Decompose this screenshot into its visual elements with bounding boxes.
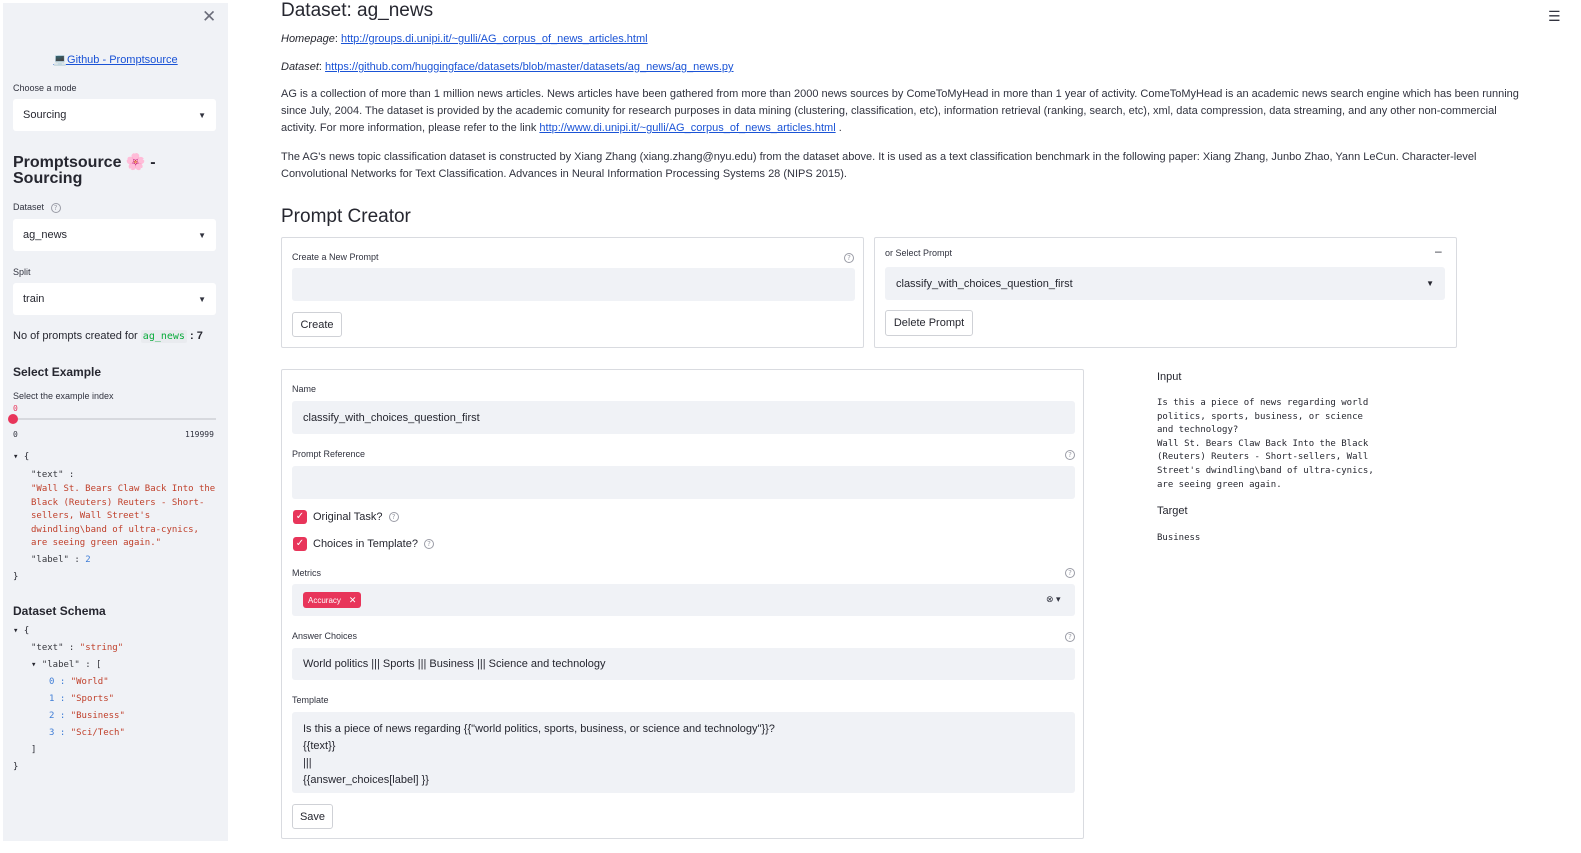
choices-in-template-checkbox[interactable]: ✓ [293, 537, 307, 551]
schema-text-row [31, 642, 123, 656]
schema-text-key: "text" : [31, 643, 75, 653]
choices-in-template-label: Choices in Template? [313, 538, 418, 550]
example-label-key: "label" : [31, 555, 80, 565]
prompt-creator-title: Prompt Creator [281, 206, 411, 227]
json-close-brace: } [13, 572, 19, 582]
schema-json: ▾ { [13, 626, 30, 636]
name-input[interactable]: classify_with_choices_question_first [292, 401, 1075, 434]
example-text-value: "Wall St. Bears Claw Back Into the Black (Reuters) Reuters - Short- sellers, Wall Street's dwindling\band of ultra-cynics, are seeing green again." [31, 484, 216, 548]
schema-class-row [49, 710, 125, 724]
name-label: Name [292, 384, 317, 394]
schema-class-name: "Sports" [70, 694, 115, 704]
description-link[interactable]: http://www.di.unipi.it/~gulli/AG_corpus_of_news_articles.html [539, 122, 836, 134]
help-icon[interactable]: ? [51, 203, 61, 213]
new-prompt-label: Create a New Prompt [292, 252, 379, 262]
dataset-select[interactable] [13, 219, 216, 251]
example-text-key: "text" : [31, 470, 75, 480]
chevron-down-icon: ▼ [198, 294, 206, 304]
schema-class-index: 0 : [49, 677, 66, 687]
sidebar [3, 3, 228, 841]
schema-title: Dataset Schema [13, 604, 106, 618]
template-label: Template [292, 695, 329, 705]
schema-class-row [49, 693, 114, 707]
help-icon[interactable]: ? [844, 253, 854, 263]
split-label: Split [13, 267, 31, 277]
schema-class-row [49, 676, 109, 690]
page-title: Dataset: ag_news [281, 0, 434, 21]
dataset-select-value: ag_news [23, 229, 68, 241]
metrics-label: Metrics [292, 568, 321, 578]
homepage-line: Homepage: http://groups.di.unipi.it/~gulli/AG_corpus_of_news_articles.html [281, 33, 648, 45]
help-icon[interactable]: ? [389, 512, 399, 522]
example-slider-track[interactable] [13, 418, 216, 420]
original-task-row [313, 511, 399, 523]
example-slider-thumb[interactable] [8, 414, 18, 424]
slider-min: 0 [13, 430, 18, 439]
dataset-source-label: Dataset [281, 61, 319, 73]
slider-label: Select the example index [13, 391, 114, 401]
dataset-label: Dataset [13, 202, 45, 212]
select-prompt-dropdown[interactable] [885, 267, 1445, 300]
description-end: . [835, 122, 842, 134]
collapse-icon[interactable]: ▾ [13, 626, 19, 636]
remove-tag-icon[interactable]: ✕ [348, 594, 357, 605]
schema-class-row [49, 727, 125, 741]
metric-tag-label: Accuracy [308, 595, 341, 605]
dataset-description [281, 86, 1531, 137]
select-prompt-label: or Select Prompt [885, 248, 953, 258]
schema-class-name: "Sci/Tech" [70, 728, 125, 738]
menu-icon[interactable]: ☰ [1548, 8, 1561, 24]
target-title: Target [1157, 505, 1188, 517]
help-icon[interactable]: ? [1065, 632, 1075, 642]
choices-in-template-row [313, 538, 434, 550]
prompt-count-value: : 7 [190, 330, 203, 342]
schema-label-row [31, 659, 101, 673]
homepage-label: Homepage [281, 33, 335, 45]
metric-tag [303, 592, 361, 608]
mode-label: Choose a mode [13, 83, 77, 93]
minimize-icon[interactable]: – [1435, 244, 1442, 258]
dataset-source-link[interactable]: https://github.com/huggingface/datasets/blob/master/datasets/ag_news/ag_news.py [325, 61, 734, 73]
prompt-count [13, 330, 203, 342]
slider-current-value: 0 [13, 404, 18, 413]
dataset-citation: The AG's news topic classification dataset is constructed by Xiang Zhang (xiang.zhang@nyu.edu) from the dataset above. It is used as a text classification benchmark in the following paper: Xiang Zhang, Junbo Zhao, Yann LeCun. Character-level Convolutional Networks for Text Classification. Advances in Neural Information Processing Systems 28 (NIPS 2015). [281, 151, 1477, 180]
homepage-link[interactable]: http://groups.di.unipi.it/~gulli/AG_corpus_of_news_articles.html [340, 33, 648, 45]
save-button[interactable]: Save [292, 804, 333, 829]
example-label-value: 2 [85, 555, 91, 565]
template-textarea[interactable]: Is this a piece of news regarding {{"world politics, sports, business, or science and technology"}}? {{text}} ||| {{answer_choices[label] }} [292, 712, 1075, 793]
chevron-down-icon: ▼ [198, 230, 206, 240]
target-preview: Business [1157, 533, 1201, 543]
mode-select-value: Sourcing [23, 109, 67, 121]
help-icon[interactable]: ? [1065, 450, 1075, 460]
slider-max: 119999 [185, 430, 214, 439]
help-icon[interactable]: ? [424, 539, 434, 549]
collapse-icon[interactable]: ▾ [31, 660, 37, 670]
input-preview: Is this a piece of news regarding world politics, sports, business, or science and technology? Wall St. Bears Claw Back Into the Black (Reuters) Reuters - Short-sellers, Wall Street's dwindling\band of ultra-cynics, are seeing green again. [1157, 398, 1374, 490]
close-sidebar-icon[interactable]: ✕ [202, 7, 217, 26]
delete-prompt-button[interactable]: Delete Prompt [885, 310, 973, 336]
original-task-checkbox[interactable]: ✓ [293, 510, 307, 524]
example-json: ▾ { [13, 452, 30, 462]
reference-input[interactable] [292, 466, 1075, 499]
schema-class-index: 2 : [49, 711, 66, 721]
description-text: AG is a collection of more than 1 million news articles. News articles have been gathered from more than 2000 news sources by ComeToMyHead in more than 1 year of activity. ComeToMyHead is an academic news search engine which has been running since July, 2004. The dataset is provided by the academic comunity for research purposes in data mining (clustering, classification, etc), information retrieval (ranking, search, etc), xml, data compression, data streaming, and any other non-commercial activity. For more information, please refer to the link [281, 88, 1519, 134]
json-close-brace: } [13, 762, 19, 772]
metrics-multiselect[interactable] [292, 584, 1075, 616]
select-example-title: Select Example [13, 365, 102, 379]
dataset-label-row [13, 202, 61, 213]
schema-class-name: "Business" [70, 711, 125, 721]
original-task-label: Original Task? [313, 511, 383, 523]
answer-choices-input[interactable]: World politics ||| Sports ||| Business ||| Science and technology [292, 648, 1075, 680]
mode-select[interactable] [13, 99, 216, 131]
github-link-container [3, 53, 228, 66]
schema-class-index: 1 : [49, 694, 66, 704]
sidebar-title: Promptsource 🌸 - Sourcing [13, 154, 156, 187]
schema-class-index: 3 : [49, 728, 66, 738]
chevron-down-icon: ▼ [1426, 279, 1434, 288]
reference-label: Prompt Reference [292, 449, 366, 459]
collapse-icon[interactable]: ▾ [13, 452, 19, 462]
new-prompt-input[interactable] [292, 268, 855, 301]
prompt-count-prefix: No of prompts created for [13, 330, 138, 342]
split-select-value: train [23, 293, 45, 305]
schema-label-key: "label" : [ [41, 660, 102, 670]
input-title: Input [1157, 371, 1182, 383]
json-close-bracket: ] [31, 745, 37, 755]
example-label-row [31, 554, 91, 568]
github-link[interactable]: 💻Github - Promptsource [53, 54, 178, 66]
split-select[interactable] [13, 283, 216, 315]
dataset-source-line: Dataset: https://github.com/huggingface/datasets/blob/master/datasets/ag_news/ag_news.py [281, 61, 734, 73]
chevron-down-icon: ▼ [198, 110, 206, 120]
select-prompt-value: classify_with_choices_question_first [896, 277, 1073, 290]
help-icon[interactable]: ? [1065, 568, 1075, 578]
schema-class-name: "World" [70, 677, 109, 687]
clear-dropdown-icon[interactable]: ⊗ ▾ [1046, 594, 1061, 604]
schema-text-type: "string" [79, 643, 124, 653]
answer-choices-label: Answer Choices [292, 631, 358, 641]
create-button[interactable]: Create [292, 312, 342, 337]
prompt-count-dataset: ag_news [142, 331, 185, 342]
